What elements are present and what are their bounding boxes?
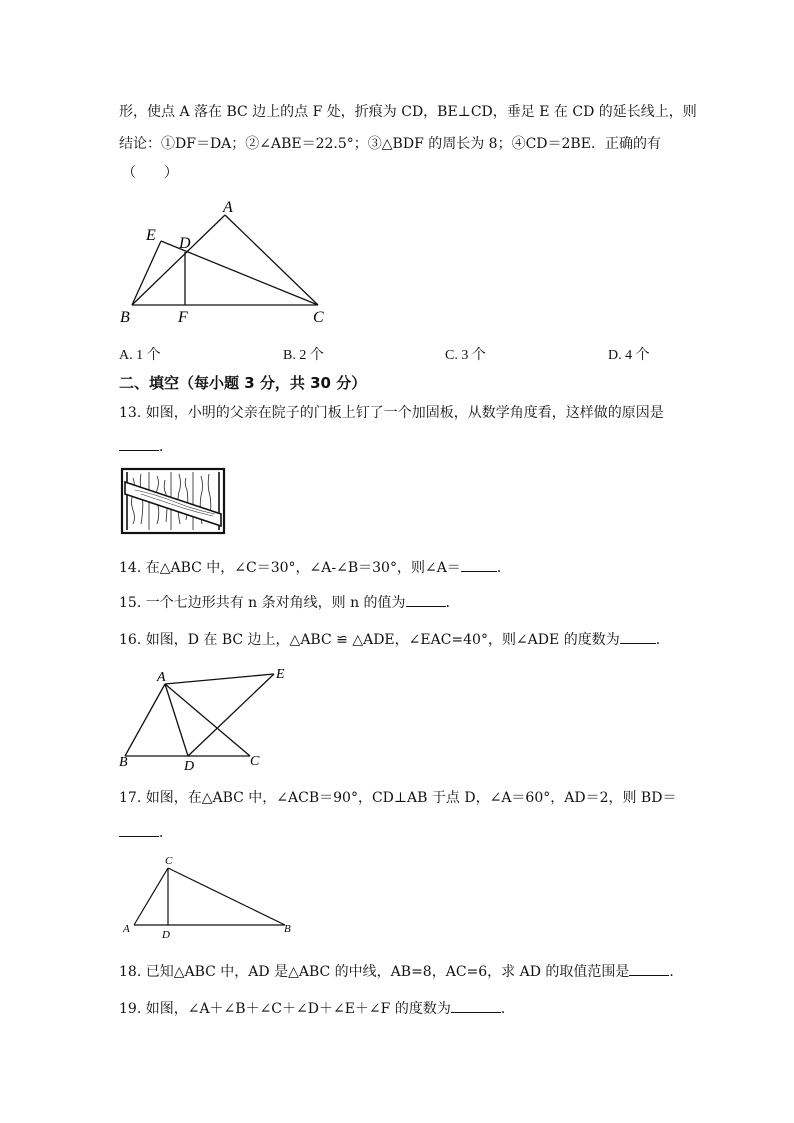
q15-line xyxy=(119,592,460,612)
q13-answer-blank[interactable] xyxy=(119,436,159,451)
q18-line xyxy=(119,961,683,981)
q12-text-line2: 结论：①DF＝DA；②∠ABE＝22.5°；③△BDF 的周长为 8；④CD＝2BE．正确的有 xyxy=(119,136,661,152)
q13-answer-line xyxy=(119,436,173,456)
q17-label-a: A xyxy=(123,923,130,935)
q14-tail: ． xyxy=(496,560,511,576)
q16-label-c: C xyxy=(250,754,260,769)
q17-answer-line xyxy=(119,822,173,842)
q16-figure xyxy=(117,664,292,774)
q16-label-a: A xyxy=(157,670,166,685)
q17-text: 17. 如图，在△ABC 中，∠ACB＝90°，CD⊥AB 于点 D，∠A＝60°，AD＝2，则 BD＝ xyxy=(119,790,677,806)
q18-tail: ． xyxy=(669,964,684,980)
q17-answer-blank[interactable] xyxy=(119,822,159,837)
q16-line xyxy=(119,629,670,649)
q13-text: 13. 如图，小明的父亲在院子的门板上钉了一个加固板，从数学角度看，这样做的原因是 xyxy=(119,405,664,421)
section-title: 二、填空（每小题 3 分，共 30 分） xyxy=(119,374,367,392)
q12-option-a[interactable]: A. 1 个 xyxy=(119,348,161,363)
q13-figure-door xyxy=(121,468,225,534)
q16-label-e: E xyxy=(276,667,285,682)
q12-option-d[interactable]: D. 4 个 xyxy=(608,348,650,363)
q14-answer-blank[interactable] xyxy=(461,557,497,572)
q12-figure xyxy=(115,195,345,330)
q12-label-f: F xyxy=(178,309,188,326)
q12-text-line1: 形，使点 A 落在 BC 边上的点 F 处，折痕为 CD，BE⊥CD，垂足 E 在 CD 的延长线上，则 xyxy=(119,104,697,120)
q12-option-c[interactable]: C. 3 个 xyxy=(445,348,486,363)
q17-label-d: D xyxy=(162,929,170,941)
q15-tail: ． xyxy=(445,595,460,611)
q19-text: 19. 如图，∠A＋∠B＋∠C＋∠D＋∠E＋∠F 的度数为 xyxy=(119,1001,451,1017)
q16-answer-blank[interactable] xyxy=(620,629,656,644)
q13-tail: ． xyxy=(159,439,173,455)
q19-tail: ． xyxy=(500,1001,515,1017)
q15-text: 15. 一个七边形共有 n 条对角线，则 n 的值为 xyxy=(119,595,406,611)
q12-label-e: E xyxy=(146,227,156,244)
q12-label-b: B xyxy=(120,309,130,326)
q12-segment-be xyxy=(132,241,161,305)
q17-label-b: B xyxy=(284,923,291,935)
q16-tail: ． xyxy=(655,632,670,648)
q12-label-c: C xyxy=(313,309,324,326)
q12-label-d: D xyxy=(179,235,191,252)
q19-line xyxy=(119,998,515,1018)
q12-label-a: A xyxy=(223,199,233,216)
q12-option-b[interactable]: B. 2 个 xyxy=(283,348,324,363)
q14-line xyxy=(119,557,511,577)
q14-text: 14. 在△ABC 中，∠C＝30°，∠A-∠B＝30°，则∠A＝ xyxy=(119,560,461,576)
q12-answer-paren: （ ） xyxy=(122,165,178,181)
q17-tail: ． xyxy=(159,825,173,841)
q16-label-d: D xyxy=(184,759,195,774)
q15-answer-blank[interactable] xyxy=(406,592,446,607)
q18-text: 18. 已知△ABC 中，AD 是△ABC 的中线，AB=8，AC=6，求 AD 的取值范围是 xyxy=(119,964,630,980)
q17-label-c: C xyxy=(165,855,173,867)
q19-answer-blank[interactable] xyxy=(451,998,501,1013)
q12-segment-ac xyxy=(225,215,318,305)
q17-figure xyxy=(120,852,300,942)
q16-label-b: B xyxy=(119,755,128,770)
q16-text: 16. 如图，D 在 BC 边上，△ABC ≌ △ADE，∠EAC=40°，则∠ADE 的度数为 xyxy=(119,632,620,648)
q18-answer-blank[interactable] xyxy=(629,961,669,976)
